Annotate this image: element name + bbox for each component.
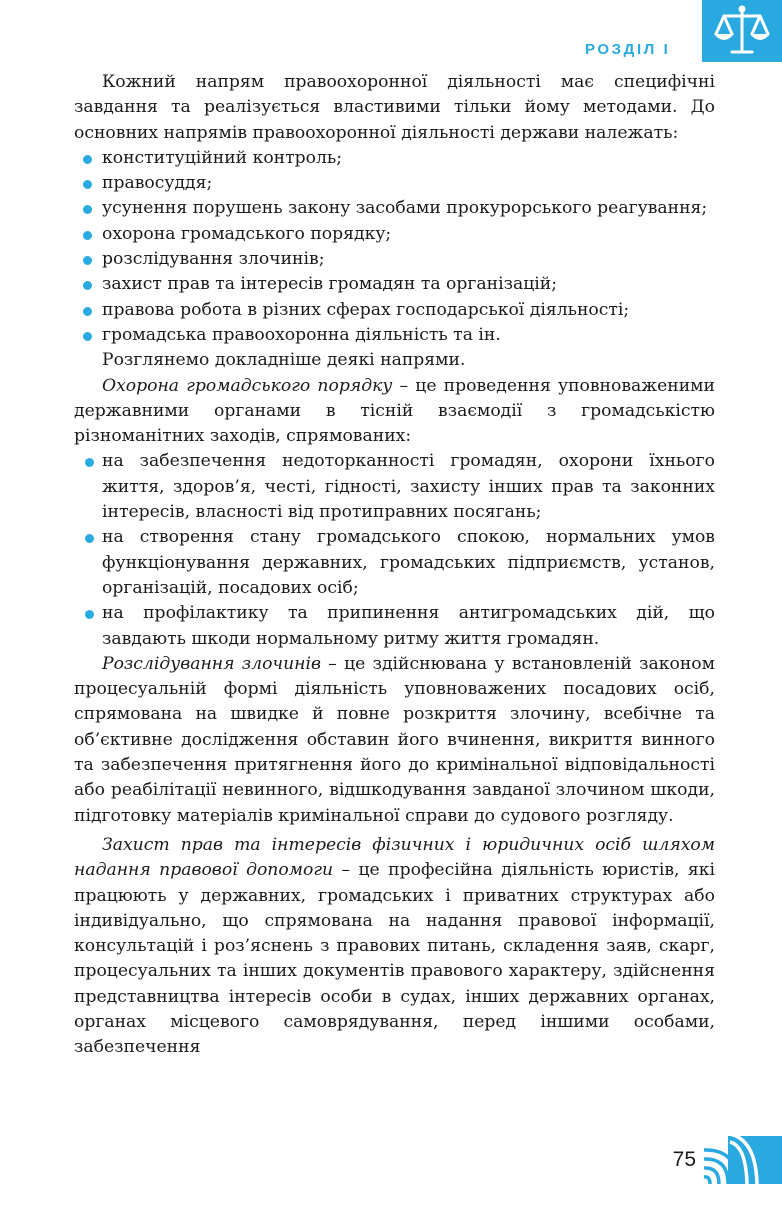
bullet-icon — [83, 281, 92, 290]
bullet-icon — [83, 180, 92, 189]
list-item: на профілактику та припинення антигромадських дій, що завдають шкоди нормальному ритму життя громадян. — [74, 601, 715, 652]
list-item: усунення порушень закону засобами прокурорського реагування; — [74, 196, 715, 221]
public-order-list — [74, 449, 715, 651]
intro-paragraph: Кожний напрям правоохоронної діяльності має специфічні завдання та реалізується властивими тільки йому методами. До основних напрямів правоохоронної діяльності держави належать: — [74, 72, 715, 143]
bullet-icon — [83, 307, 92, 316]
list-item: на створення стану громадського спокою, нормальних умов функціонування державних, громадських підприємств, установ, організацій, посадових осіб; — [74, 525, 715, 601]
section-label: РОЗДІЛ І — [585, 41, 671, 58]
list-item: охорона громадського порядку; — [74, 222, 715, 247]
bullet-icon — [85, 610, 94, 619]
list-item: розслідування злочинів; — [74, 247, 715, 272]
list-item: правова робота в різних сферах господарської діяльності; — [74, 298, 715, 323]
public-order-paragraph: Охорона громадського порядку – це проведення уповноваженими державними органами в тісній взаємодії з громадськістю різноманітних заходів, спрямованих: — [74, 375, 716, 447]
bullet-icon — [85, 458, 94, 467]
list-item: правосуддя; — [74, 171, 715, 196]
list-item: конституційний контроль; — [74, 146, 715, 171]
header-badge — [702, 0, 782, 62]
bullet-icon — [83, 205, 92, 214]
list-item: громадська правоохоронна діяльність та ін. — [74, 323, 715, 348]
legal-aid-paragraph: Захист прав та інтересів фізичних і юридичних осіб шляхом надання правової допомоги – це професійна діяльність юристів, які працюють у державних, громадських і приватних структурах або індивідуально, що спрямована на надання правової інформації, консультацій і роз’яснень з правових питань, складення заяв, скарг, процесуальних та інших документів правового характеру, здійснення представництва інтересів особи в судах, інших державних органах, органах місцевого самоврядування, перед іншими особами, забезпечення — [74, 834, 715, 1058]
bullet-icon — [83, 256, 92, 265]
scales-of-justice-icon — [702, 0, 782, 62]
term: Розслідування злочинів — [102, 653, 321, 674]
bullet-icon — [83, 332, 92, 341]
bullet-icon — [85, 534, 94, 543]
page-body — [74, 70, 715, 1061]
bullet-icon — [83, 231, 92, 240]
term: Захист прав та інтересів фізичних і юридичних осіб шляхом надання правової допомоги — [74, 834, 715, 881]
list-item: на забезпечення недоторканності громадян, охорони їхнього життя, здоров’я, честі, гідності, захисту інших прав та законних інтересів, власності від протиправних посягань; — [74, 449, 715, 525]
bullet-icon — [83, 155, 92, 164]
list-item: захист прав та інтересів громадян та організацій; — [74, 272, 715, 297]
signal-waves-icon — [700, 1136, 782, 1184]
consider-paragraph: Розглянемо докладніше деякі напрями. — [102, 350, 466, 371]
term: Охорона громадського порядку — [102, 375, 393, 396]
investigation-paragraph: Розслідування злочинів – це здійснювана у встановленій законом процесуальній формі діяльність уповноважених посадових осіб, спрямована на швидке й повне розкриття злочину, всебічне та об’єктивне дослідження обставин його вчинення, викриття винного та забезпечення притягнення його до кримінальної відповідальності або реабілітації невинного, відшкодування завданої злочином шкоди, підготовку матеріалів кримінальної справи до судового розгляду. — [74, 653, 715, 826]
page-number: 75 — [672, 1148, 696, 1171]
directions-list — [74, 146, 715, 348]
